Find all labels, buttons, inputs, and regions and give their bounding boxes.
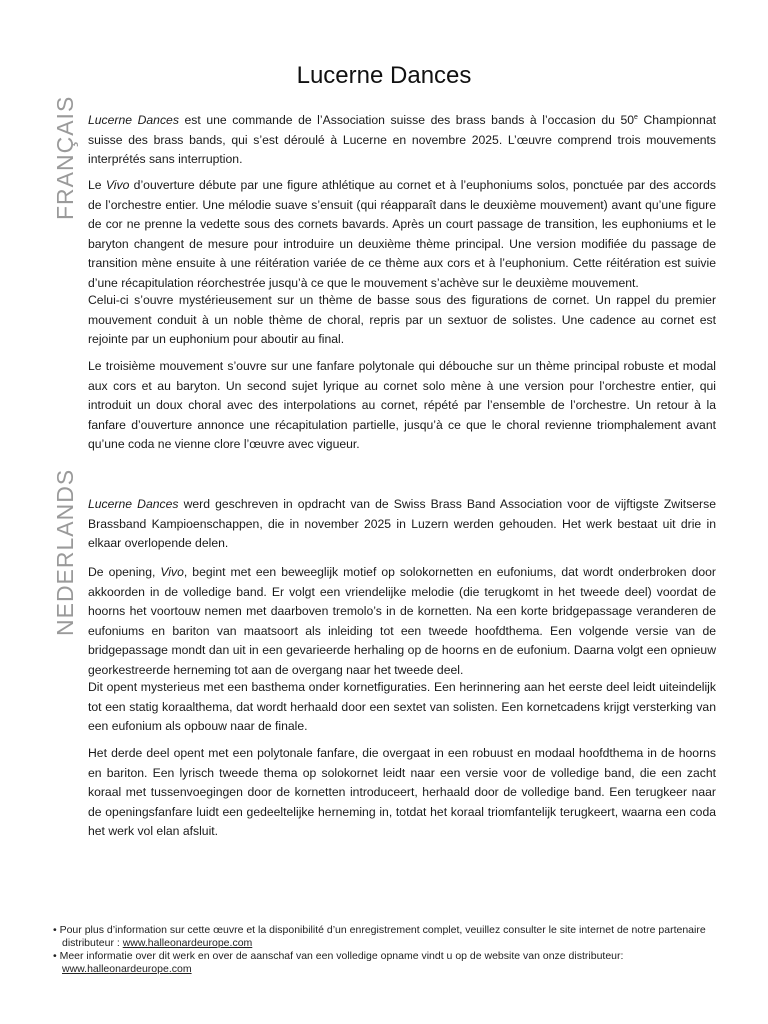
work-title: Lucerne Dances (88, 497, 179, 511)
footnote-french (53, 924, 723, 950)
french-paragraph-2 (88, 176, 716, 294)
french-paragraph-1 (88, 108, 716, 170)
movement-title: Vivo (105, 178, 130, 192)
movement-title: Vivo (160, 565, 184, 579)
footnote-text: • Pour plus d’information sur cette œuvre et la disponibilité d’un enregistrement complet, veuillez consulter le site internet de notre partenaire distributeur : (53, 924, 706, 949)
french-paragraph-4: Le troisième mouvement s’ouvre sur une fanfare polytonale qui débouche sur un thème principal robuste et modal aux cors et au baryton. Un second sujet lyrique au cornet solo mène à une version pour l’orchestre entier, qui introduit un doux choral avec des interpolations au cornet, répété par l’ensemble de l’orchestre. Un retour à la fanfare d’ouverture annonce une récapitulation partielle, jusqu’à ce que le choral revienne triomphalement avant qu’une coda ne vienne clore l’œuvre avec vigueur. (88, 359, 716, 452)
text: De opening, (88, 565, 161, 579)
text: Championnat suisse des brass bands, qui s’est déroulé à Lucerne en novembre 2025. L’œuvre comprend trois mouvements interprétés sans interruption. (88, 113, 716, 167)
text: d’ouverture débute par une figure athlétique au cornet et à l’euphoniums solos, ponctuée par des accords de l’orchestre entier. Une mélodie suave s’ensuit (qui réapparaît dans le deuxième mouvement) avant qu’une figure de cor ne prenne la vedette sous des cornets bavards. Après un court passage de transition, les euphoniums et le baryton changent de mesure pour introduire un deuxième thème principal. Une version modifiée du passage de transition mène ensuite à une réitération variée de ce thème aux cors et à l’euphonium. Cette réitération est suivie d’une récapitulation réorchestrée jusqu’à ce que le mouvement s’achève sur le deuxième mouvement. (88, 178, 716, 290)
distributor-link[interactable]: www.halleonardeurope.com (122, 937, 253, 949)
text: werd geschreven in opdracht van de Swiss Brass Band Association voor de vijftigste Zwitserse Brassband Kampioenschappen, die in november 2025 in Luzern werden gehouden. Het werk bestaat uit drie in elkaar overlopende delen. (88, 497, 716, 551)
page-title: Lucerne Dances (296, 62, 472, 89)
footnotes (53, 924, 723, 976)
footnote-text: • Meer informatie over dit werk en over de aanschaf van een volledige opname vindt u op de website van onze distributeur: (53, 950, 624, 962)
section-label-french: FRANÇAIS (52, 95, 78, 220)
dutch-paragraph-1 (88, 495, 716, 554)
dutch-paragraph-4: Het derde deel opent met een polytonale fanfare, die overgaat in een robuust en modaal hoofdthema in de hoorns en bariton. Een lyrisch tweede thema op solokornet leidt naar een versie voor de volledige band, die een zacht koraal met tussenvoegingen door de kornetten introduceert, herhaald door de volledige band. Een terugkeer naar de openingsfanfare luidt een gedeeltelijke herneming in, totdat het koraal triomfantelijk terugkeert, waarna een coda het werk vol elan afsluit. (88, 746, 716, 839)
french-paragraph-3: Celui-ci s’ouvre mystérieusement sur un thème de basse sous des figurations de cornet. Un rappel du premier mouvement conduit à un noble thème de choral, repris par un sextuor de solistes. Une cadence au cornet est rejointe par un euphonium pour aboutir au final. (88, 293, 716, 347)
superscript: e (634, 114, 638, 121)
text: , begint met een beweeglijk motief op solokornetten en eufoniums, dat wordt onderbroken door akkoorden in de volledige band. Er volgt een vriendelijke melodie (die terugkomt in het tweede deel) voordat de hoorns het voortouw nemen met daarboven tremolo’s in de kornetten. Na een korte bridgepassage veranderen de eufoniums en bariton van maatsoort als inleiding tot een tweede hoofdthema. Een volgende versie van de bridgepassage mondt dan uit in een gevarieerde herhaling op de hoorns en de eufonium. Daarna volgt een opnieuw georkestreerde herneming tot aan de overgang naar het tweede deel. (88, 565, 716, 677)
text: Le (88, 178, 106, 192)
work-title: Lucerne Dances (88, 113, 179, 128)
text: est une commande de l’Association suisse des brass bands à l’occasion du 50 (178, 113, 635, 128)
dutch-paragraph-2 (88, 563, 716, 681)
footnote-dutch (53, 950, 723, 976)
section-label-dutch: NEDERLANDS (52, 468, 78, 636)
distributor-link[interactable]: www.halleonardeurope.com (62, 963, 192, 975)
dutch-paragraph-3: Dit opent mysterieus met een basthema onder kornetfiguraties. Een herinnering aan het eerste deel leidt uiteindelijk tot een statig koraalthema, dat wordt herhaald door een sextet van solisten. Een kornetcadens krijgt versterking van een eufonium als opbouw naar de finale. (88, 680, 716, 734)
